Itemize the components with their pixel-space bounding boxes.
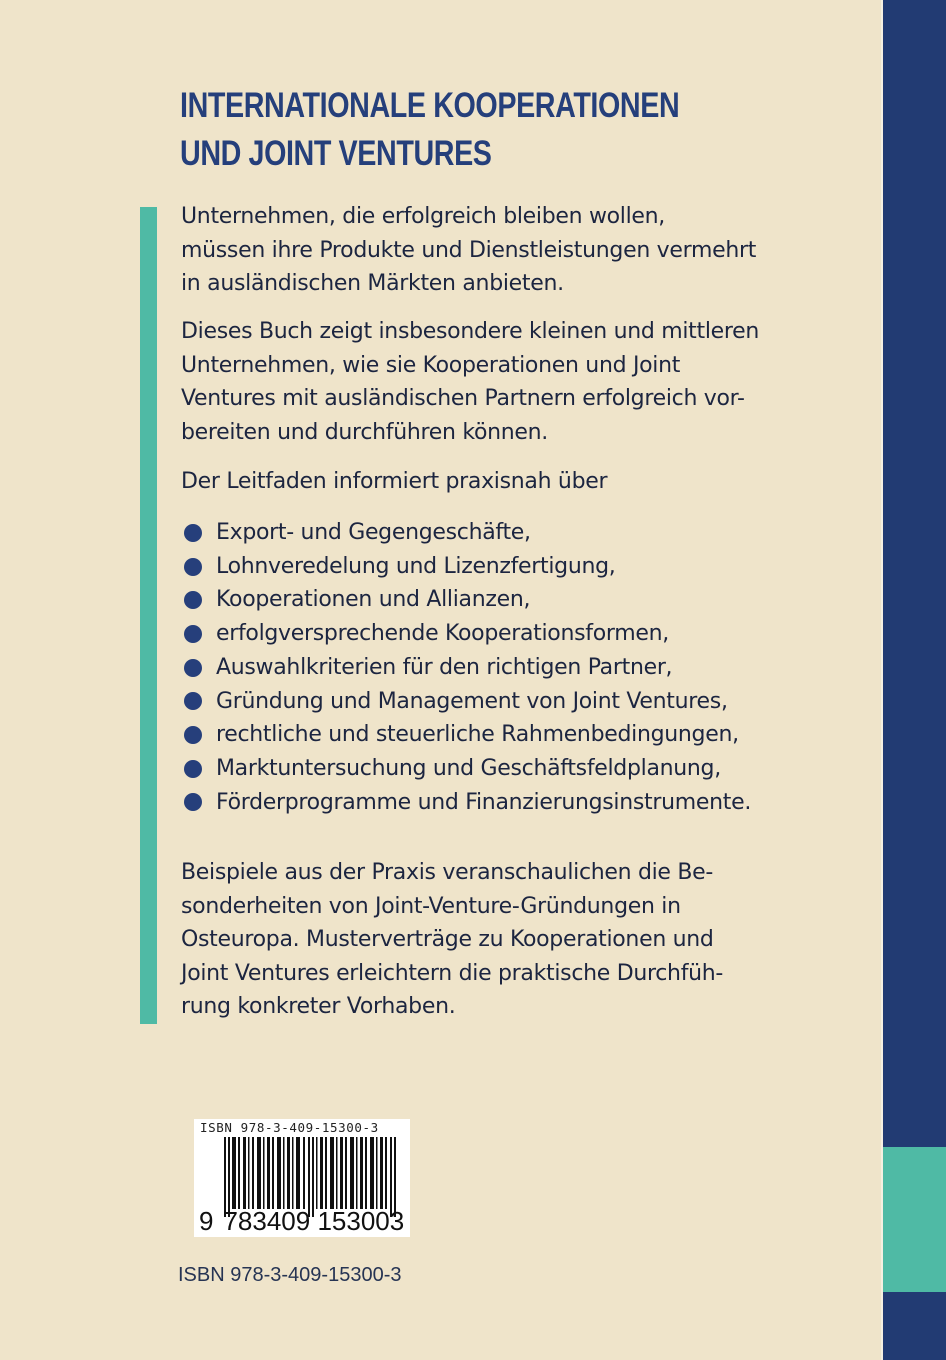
list-item-label: Lohnveredelung und Lizenzfertigung,: [216, 553, 616, 579]
list-item-label: rechtliche und steuerliche Rahmenbedingungen,: [216, 722, 739, 748]
bullet-icon: [184, 625, 202, 643]
barcode-isbn-label: ISBN 978-3-409-15300-3: [200, 1120, 379, 1135]
barcode-digits: [199, 1208, 404, 1234]
text-line: Osteuropa. Musterverträge zu Kooperationen und: [181, 927, 714, 952]
spine-accent-block: [883, 1147, 946, 1292]
text-line: Dieses Buch zeigt insbesondere kleinen und mittleren: [181, 319, 760, 344]
isbn-text: ISBN 978-3-409-15300-3: [178, 1264, 402, 1286]
bullet-icon: [184, 793, 202, 811]
book-title: [180, 82, 679, 178]
text-line: müssen ihre Produkte und Dienstleistungen vermehrt: [181, 237, 757, 263]
bullet-icon: [184, 558, 202, 576]
text-line: Beispiele aus der Praxis veranschaulichen die Be-: [181, 860, 714, 885]
text-line: Unternehmen, wie sie Kooperationen und Joint: [181, 352, 681, 378]
intro-paragraph: [181, 200, 756, 301]
text-line: Unternehmen, die erfolgreich bleiben wollen,: [181, 204, 666, 229]
topic-list: [184, 516, 751, 819]
description-paragraph: [181, 315, 759, 449]
bullet-icon: [184, 659, 202, 677]
list-item-label: Gründung und Management von Joint Ventures,: [216, 688, 728, 714]
closing-paragraph: [181, 856, 723, 1024]
list-item-label: Kooperationen und Allianzen,: [216, 587, 531, 613]
text-line: sonderheiten von Joint-Venture-Gründungen in: [181, 893, 681, 919]
isbn-barcode: [194, 1119, 410, 1237]
text-line: rung konkreter Vorhaben.: [181, 994, 456, 1019]
bullet-icon: [184, 524, 202, 542]
list-item-label: Export- und Gegengeschäfte,: [216, 520, 531, 545]
barcode-digits-rest: 783409 153003: [223, 1206, 405, 1236]
list-item: [184, 651, 751, 685]
book-title-line-1: INTERNATIONALE KOOPERATIONEN: [180, 86, 680, 125]
list-item: [184, 583, 751, 617]
list-item-label: Auswahlkriterien für den richtigen Partner,: [216, 654, 673, 680]
list-item: [184, 617, 751, 651]
bullet-icon: [184, 760, 202, 778]
text-line: Der Leitfaden informiert praxisnah über: [181, 469, 608, 494]
barcode-digit-first: 9: [199, 1206, 214, 1236]
text-line: in ausländischen Märkten anbieten.: [181, 271, 564, 296]
book-title-line-2: UND JOINT VENTURES: [180, 134, 492, 173]
bullet-icon: [184, 726, 202, 744]
list-item: [184, 685, 751, 719]
text-line: bereiten und durchführen können.: [181, 419, 548, 445]
list-item-label: erfolgversprechende Kooperationsformen,: [216, 621, 669, 647]
accent-bar: [140, 207, 157, 1024]
list-item-label: Marktuntersuchung und Geschäftsfeldplanung,: [216, 755, 721, 781]
list-item-label: Förderprogramme und Finanzierungsinstrumente.: [216, 789, 752, 815]
list-item: [184, 550, 751, 584]
text-line: Ventures mit ausländischen Partnern erfolgreich vor-: [181, 386, 745, 411]
barcode-icon: [224, 1137, 399, 1217]
bullet-icon: [184, 591, 202, 609]
list-item: [184, 718, 751, 752]
guide-intro: [181, 465, 607, 499]
bullet-icon: [184, 692, 202, 710]
list-item: [184, 786, 751, 820]
list-item: [184, 752, 751, 786]
list-item: [184, 516, 751, 550]
text-line: Joint Ventures erleichtern die praktische Durchfüh-: [181, 960, 724, 986]
